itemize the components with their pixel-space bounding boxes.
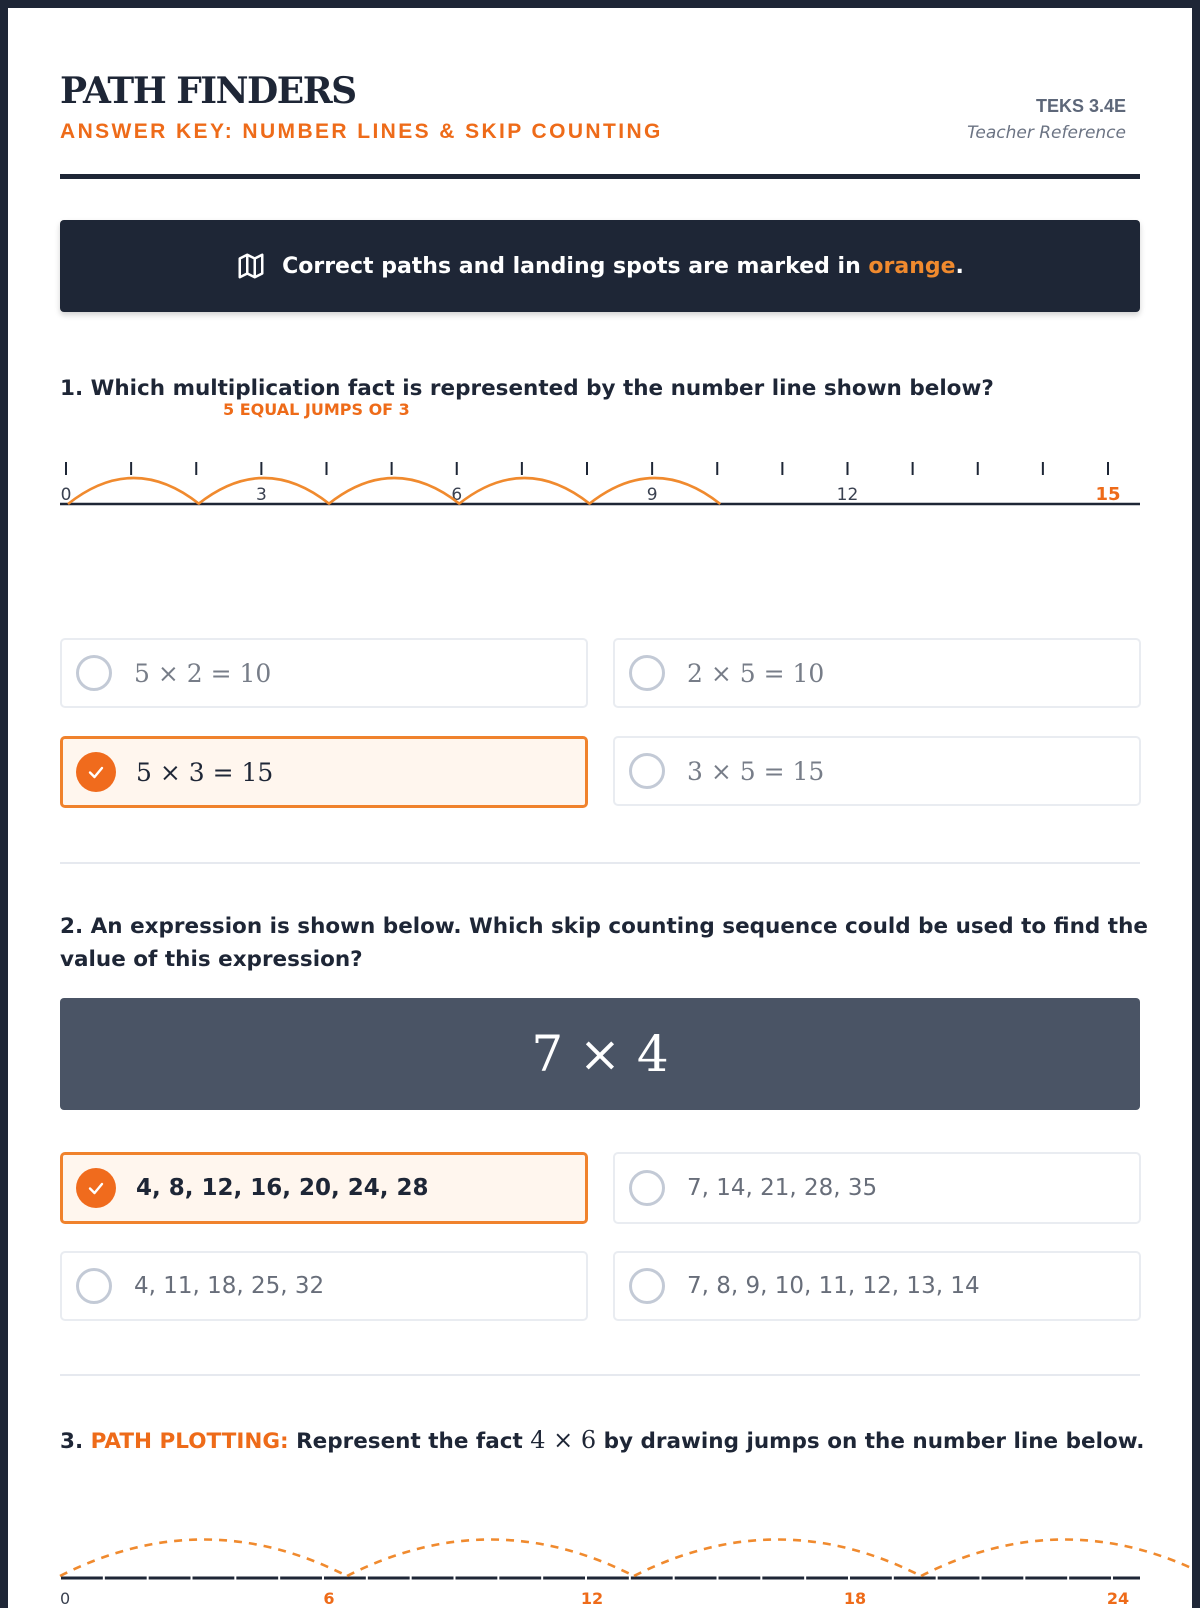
number-line-1 [8,458,1192,548]
tick-label: 0 [60,485,72,505]
q1-option-a[interactable]: 5 × 2 = 10 [60,638,588,708]
radio-button[interactable] [76,655,112,691]
jump-arc [68,478,199,504]
q1-option-b[interactable]: 2 × 5 = 10 [613,638,1141,708]
radio-button[interactable] [76,1268,112,1304]
map-icon [236,251,266,281]
section-divider [60,1374,1140,1376]
q2-option-d[interactable]: 7, 8, 9, 10, 11, 12, 13, 14 [613,1251,1141,1321]
expression: 7 × 4 [531,1025,669,1083]
tick-label: 6 [451,485,463,505]
jump-arc [921,1540,1192,1577]
q2-option-a-correct[interactable]: 4, 8, 12, 16, 20, 24, 28 [60,1152,588,1224]
tick-label: 15 [1095,484,1121,505]
jump-arc [347,1540,634,1577]
checkmark-icon [76,1168,116,1208]
q1-option-d[interactable]: 3 × 5 = 15 [613,736,1141,806]
radio-button[interactable] [629,655,665,691]
expression-box [60,998,1140,1110]
section-divider [60,862,1140,864]
checkmark-icon [76,752,116,792]
standard-code: TEKS 3.4E [1035,96,1126,116]
tick-label: 9 [646,485,658,505]
tick-label: 0 [60,1589,71,1608]
question-3-prompt: 3. PATH PLOTTING: Represent the fact 4 × 6 by drawing jumps on the number line below. [60,1426,1145,1454]
tick-label: 6 [323,1589,335,1608]
radio-button[interactable] [629,753,665,789]
jump-arc [459,478,590,504]
question-2-prompt: 2. An expression is shown below. Which skip counting sequence could be used to find the value of this expression? [60,914,1148,972]
audience-label: Teacher Reference [967,123,1126,143]
banner-text: Correct paths and landing spots are marked in orange. [282,253,964,279]
question-1-prompt: 1. Which multiplication fact is represented by the number line shown below? [60,376,994,401]
header-divider [60,174,1140,179]
radio-button[interactable] [629,1170,665,1206]
path-plotting-label: PATH PLOTTING: [90,1429,289,1454]
worksheet-page [8,8,1192,1608]
page-title: PATH FINDERS [60,70,356,112]
q2-option-c[interactable]: 4, 11, 18, 25, 32 [60,1251,588,1321]
tick-label: 12 [836,485,859,505]
q2-option-b[interactable]: 7, 14, 21, 28, 35 [613,1152,1141,1224]
radio-button[interactable] [629,1268,665,1304]
answer-key-banner [60,220,1140,312]
tick-label: 12 [580,1589,604,1608]
page-subtitle: ANSWER KEY: NUMBER LINES & SKIP COUNTING [60,120,663,143]
tick-label: 3 [255,485,267,505]
jump-arc [329,478,463,505]
header-meta [967,96,1126,143]
number-line-2 [8,1513,1192,1608]
fact-math: 4 × 6 [530,1426,597,1454]
banner-highlight: orange [868,253,956,279]
jump-tag: 5 EQUAL JUMPS OF 3 [223,400,410,419]
tick-label: 18 [843,1589,867,1608]
jump-arc [634,1540,921,1577]
q1-option-c-correct[interactable]: 5 × 3 = 15 [60,736,588,808]
tick-label: 24 [1106,1589,1130,1608]
jump-arc [60,1540,347,1577]
